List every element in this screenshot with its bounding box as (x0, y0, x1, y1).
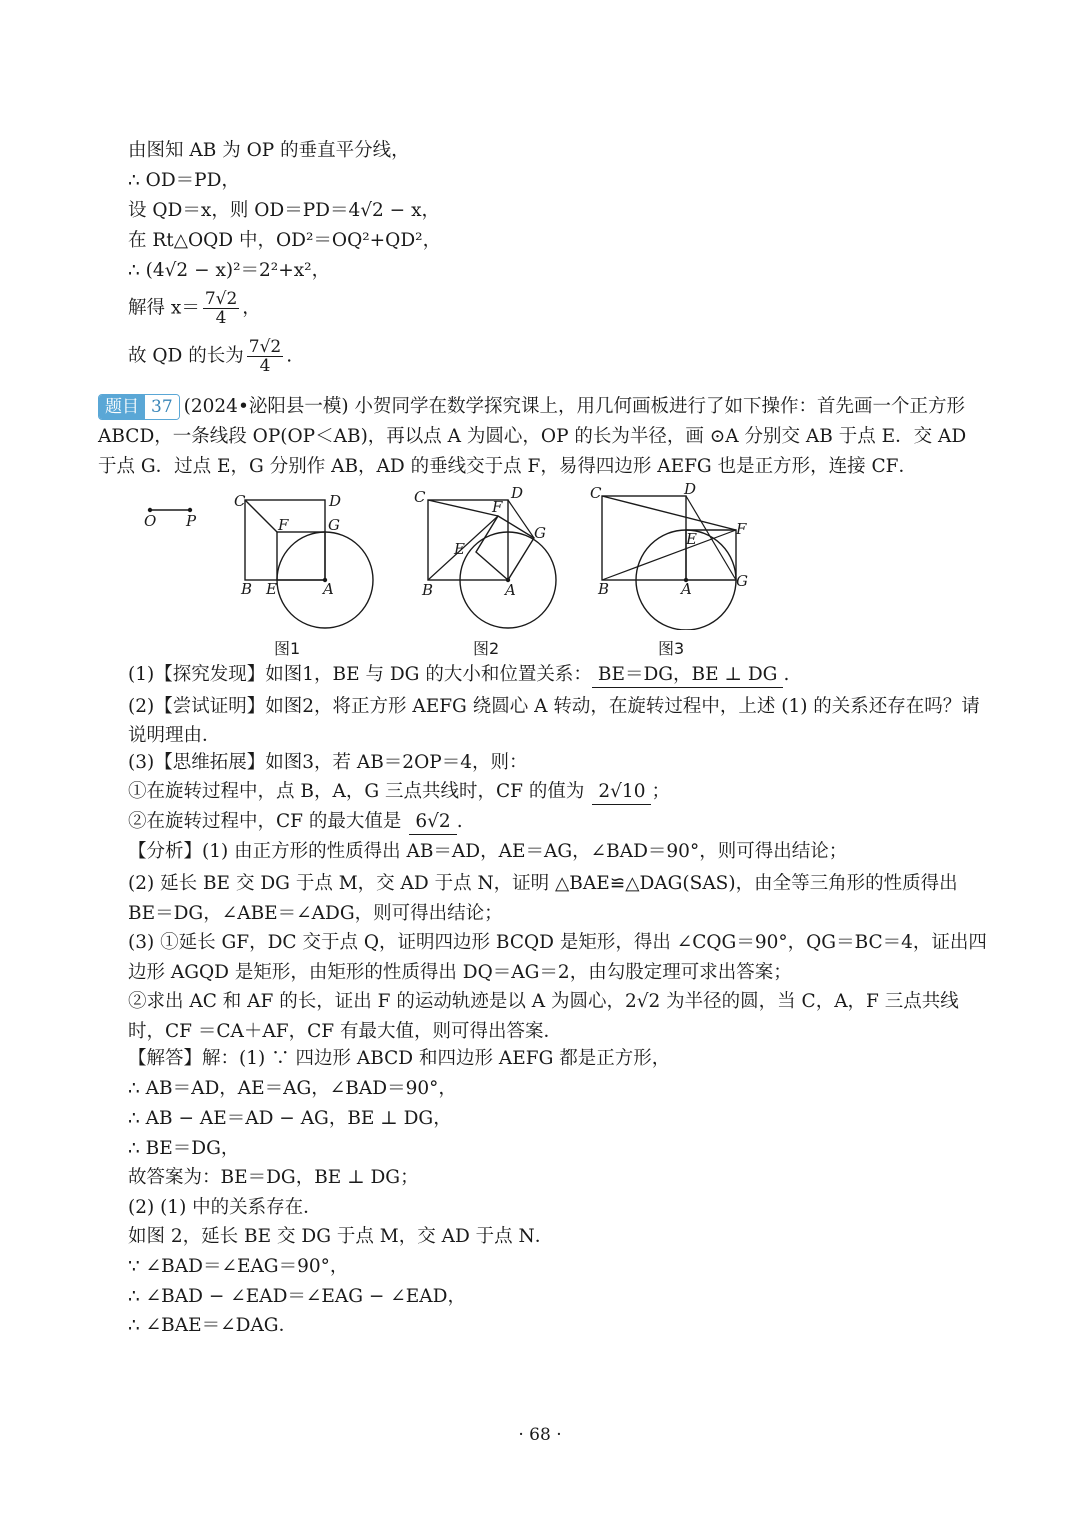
label-d: D (329, 492, 342, 510)
text: . (456, 811, 463, 832)
text: ②在旋转过程中，CF 的最大值是 (128, 811, 402, 832)
label-d: D (511, 484, 524, 502)
numerator: 7√2 (248, 337, 282, 357)
answer-line: ∴ ∠BAD − ∠EAD＝∠EAG − ∠EAD， (128, 1286, 467, 1307)
question-2: (2)【尝试证明】如图2，将正方形 AEFG 绕圆心 A 转动，在旋转过程中，上述 (1) 的关系还存在吗？请说明理由． (128, 696, 980, 746)
segment-cf (245, 500, 277, 532)
analysis-3: (3) ①延长 GF，DC 交于点 Q，证明四边形 BCQD 是矩形，得出 ∠CQG＝90°，QG＝BC＝4，证出四边形 AGQD 是矩形，由矩形的性质得出 DQ＝AG＝2，由勾股定理可求出答案； (128, 932, 987, 983)
page-number: · 68 · (518, 1425, 562, 1445)
answer-blank: 6√2 (409, 810, 456, 835)
problem-statement (98, 392, 988, 482)
problem-text: (2024•泌阳县一模) 小贺同学在数学探究课上，用几何画板进行了如下操作：首先画一个正方形 ABCD，一条线段 OP(OP＜AB)，再以点 A 为圆心，OP 的长为半径，画 ⊙A 分别交 AB 于点 E．交 AD 于点 G．过点 E，G 分别作 AB，AD 的垂线交于点 F，易得四边形 AEFG 也是正方形，连接 CF． (98, 396, 967, 477)
segment-cf (428, 500, 498, 516)
label-g: G (736, 572, 748, 590)
denominator: 4 (259, 356, 271, 376)
answer-line: ∵ ∠BAD＝∠EAG＝90°， (128, 1256, 349, 1277)
solution-line: ∴ (4√2 − x)²＝2²+x²， (128, 260, 331, 281)
label-a: A (681, 580, 692, 598)
label-b: B (598, 580, 610, 598)
answer-line: ∴ BE＝DG， (128, 1138, 240, 1159)
label-b: B (422, 581, 434, 599)
label-c: C (234, 492, 246, 510)
question-3b (128, 810, 463, 835)
segment-op-figure (140, 500, 210, 530)
solution-line: ∴ OD＝PD， (128, 170, 240, 191)
figure-2-caption: 图2 (473, 639, 500, 658)
label-f: F (736, 520, 747, 538)
figure-1-caption: 图1 (274, 639, 301, 658)
analysis-1: 【分析】(1) 由正方形的性质得出 AB＝AD，AE＝AG，∠BAD＝90°，则可得出结论； (128, 841, 848, 862)
segment-cf (602, 496, 736, 530)
text: 解得 x＝ (128, 297, 200, 319)
label-a: A (323, 580, 334, 598)
figure-2 (408, 482, 568, 632)
text: ； (651, 781, 670, 802)
text: (1)【探究发现】如图1，BE 与 DG 的大小和位置关系： (128, 664, 592, 685)
segment-bf (602, 530, 736, 580)
question-1 (128, 663, 789, 688)
label-a: A (505, 581, 516, 599)
square-abcd (602, 496, 686, 580)
solution-line: 设 QD＝x，则 OD＝PD＝4√2 − x， (128, 200, 440, 221)
label-e: E (686, 530, 697, 548)
label-e: E (454, 540, 465, 558)
solution-line (128, 338, 292, 375)
question-3: (3)【思维拓展】如图3，若 AB＝2OP＝4，则： (128, 752, 528, 773)
label-g: G (534, 524, 546, 542)
answer-line: 【解答】解：(1) ∵ 四边形 ABCD 和四边形 AEFG 都是正方形， (128, 1048, 671, 1069)
denominator: 4 (215, 308, 227, 328)
badge-label: 题目 (99, 395, 145, 419)
numerator: 7√2 (204, 289, 238, 309)
text: ， (242, 297, 261, 319)
answer-blank: 2√10 (592, 780, 651, 805)
label-e: E (266, 580, 277, 598)
answer-line: ∴ AB − AE＝AD − AG，BE ⊥ DG， (128, 1108, 452, 1129)
answer-line: 如图 2，延长 BE 交 DG 于点 M，交 AD 于点 N． (128, 1226, 554, 1247)
answer-line: ∴ ∠BAE＝∠DAG． (128, 1315, 298, 1336)
question-3a (128, 780, 670, 805)
figure-1 (228, 488, 388, 636)
label-g: G (328, 516, 340, 534)
label-f: F (278, 516, 289, 534)
solution-line: 在 Rt△OQD 中，OD²＝OQ²+QD²， (128, 230, 442, 251)
answer-line: (2) (1) 中的关系存在． (128, 1197, 322, 1218)
figure-3 (586, 480, 756, 630)
answer-blank: BE＝DG，BE ⊥ DG (592, 663, 784, 688)
answer-line: 故答案为：BE＝DG，BE ⊥ DG； (128, 1167, 419, 1188)
problem-badge (98, 394, 180, 420)
badge-number: 37 (145, 395, 179, 419)
label-c: C (414, 488, 426, 506)
label-p: P (186, 512, 197, 530)
answer-line: ∴ AB＝AD，AE＝AG，∠BAD＝90°， (128, 1078, 457, 1099)
solution-line (128, 290, 261, 327)
fraction (203, 290, 239, 327)
text: ①在旋转过程中，点 B，A，G 三点共线时，CF 的值为 (128, 781, 585, 802)
figure-3-caption: 图3 (658, 639, 685, 658)
text: . (783, 664, 790, 685)
solution-line: 由图知 AB 为 OP 的垂直平分线， (128, 140, 410, 161)
label-f: F (492, 498, 503, 516)
text: 故 QD 的长为 (128, 345, 244, 367)
label-c: C (590, 484, 602, 502)
label-d: D (684, 480, 697, 498)
label-o: O (144, 512, 157, 530)
label-b: B (241, 580, 253, 598)
analysis-2: (2) 延长 BE 交 DG 于点 M，交 AD 于点 N，证明 △BAE≌△DAG(SAS)，由全等三角形的性质得出 BE＝DG，∠ABE＝∠ADG，则可得出结论； (128, 873, 958, 924)
analysis-4: ②求出 AC 和 AF 的长，证出 F 的运动轨迹是以 A 为圆心，2√2 为半径的圆，当 C，A，F 三点共线时，CF ＝CA＋AF，CF 有最大值，则可得出答案． (128, 991, 959, 1042)
fraction (247, 338, 283, 375)
text: . (286, 345, 293, 367)
